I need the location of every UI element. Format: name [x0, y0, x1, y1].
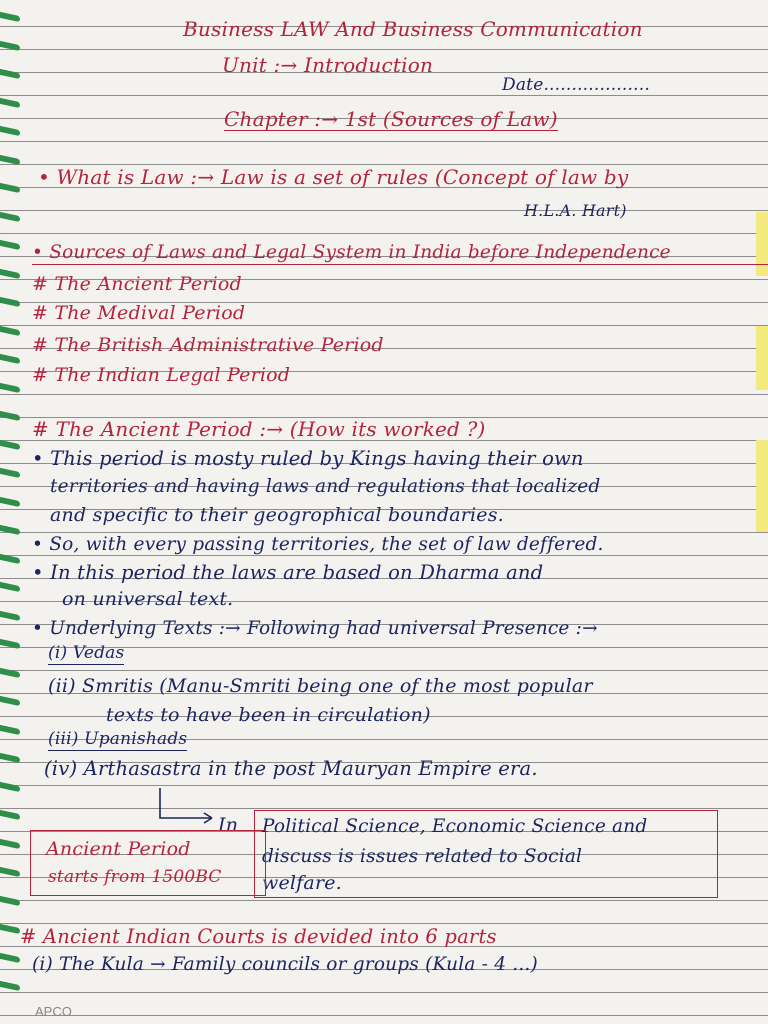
spiral-binding	[0, 0, 24, 1024]
footer-brand: APCO	[35, 1004, 72, 1019]
spiral-hook	[0, 97, 20, 107]
date-field: Date...................	[502, 75, 650, 95]
ancient-line: • In this period the laws are based on Dharma and	[32, 561, 544, 584]
spiral-hook	[0, 240, 20, 250]
box-line: Political Science, Economic Science and	[262, 816, 648, 837]
spiral-hook	[0, 12, 20, 22]
spiral-hook	[0, 582, 20, 592]
text-item: (iv) Arthasastra in the post Mauryan Empire era.	[44, 757, 538, 780]
spiral-hook	[0, 69, 20, 79]
ancient-line: • This period is mosty ruled by Kings having their own	[32, 447, 584, 470]
spiral-hook	[0, 40, 20, 50]
definition-line-1: • What is Law :→ Law is a set of rules (Concept of law by	[38, 165, 629, 189]
arrow-label: In	[218, 814, 239, 836]
text-item: (i) Vedas	[48, 643, 125, 663]
spiral-hook	[0, 867, 20, 877]
spiral-hook	[0, 183, 20, 193]
spiral-hook	[0, 411, 20, 421]
period-item: # The Ancient Period	[32, 273, 242, 295]
spiral-hook	[0, 496, 20, 506]
period-item: # The British Administrative Period	[32, 334, 384, 356]
unit-label: Unit :→ Introduction	[222, 53, 434, 77]
spiral-hook	[0, 468, 20, 478]
spiral-hook	[0, 211, 20, 221]
ancient-line: • So, with every passing territories, the set of law deffered.	[32, 534, 604, 555]
courts-item: (i) The Kula → Family councils or groups (Kula - 4 ...)	[32, 954, 538, 975]
sticky-tab-2	[756, 326, 768, 390]
spiral-hook	[0, 297, 20, 307]
sources-heading: • Sources of Laws and Legal System in India before Independence	[32, 242, 768, 265]
ancient-heading: # The Ancient Period :→ (How its worked ?)	[32, 417, 486, 441]
courts-heading: # Ancient Indian Courts is devided into 6 parts	[20, 925, 497, 948]
spiral-hook	[0, 553, 20, 563]
spiral-hook	[0, 639, 20, 649]
arrow-connector	[150, 786, 260, 826]
text-item: texts to have been in circulation)	[106, 704, 431, 726]
period-item: # The Indian Legal Period	[32, 364, 291, 386]
sticky-tab-3	[756, 440, 768, 532]
side-box-line: starts from 1500BC	[48, 867, 222, 887]
definition-line-2: H.L.A. Hart)	[524, 201, 627, 220]
ancient-line: and specific to their geogrophical boundaries.	[50, 504, 504, 526]
spiral-hook	[0, 696, 20, 706]
spiral-hook	[0, 981, 20, 991]
spiral-hook	[0, 667, 20, 677]
spiral-hook	[0, 838, 20, 848]
spiral-hook	[0, 952, 20, 962]
spiral-hook	[0, 439, 20, 449]
text-item: (iii) Upanishads	[48, 729, 188, 749]
spiral-hook	[0, 154, 20, 164]
spiral-hook	[0, 810, 20, 820]
spiral-hook	[0, 610, 20, 620]
box-line: welfare.	[262, 872, 342, 894]
spiral-hook	[0, 325, 20, 335]
spiral-hook	[0, 781, 20, 791]
ancient-line: territories and having laws and regulations that localized	[50, 476, 601, 497]
spiral-hook	[0, 382, 20, 392]
period-item: # The Medival Period	[32, 302, 246, 324]
spiral-hook	[0, 753, 20, 763]
spiral-hook	[0, 354, 20, 364]
spiral-hook	[0, 895, 20, 905]
box-line: discuss is issues related to Social	[262, 846, 583, 867]
page-title: Business LAW And Business Communication	[183, 17, 643, 41]
ancient-line: on universal text.	[62, 588, 234, 610]
spiral-hook	[0, 924, 20, 934]
spiral-hook	[0, 126, 20, 136]
ancient-line: • Underlying Texts :→ Following had universal Presence :→	[32, 618, 598, 639]
chapter-heading: Chapter :→ 1st (Sources of Law)	[224, 107, 558, 131]
text-item: (ii) Smritis (Manu-Smriti being one of the most popular	[48, 675, 593, 697]
spiral-hook	[0, 268, 20, 278]
spiral-hook	[0, 724, 20, 734]
spiral-hook	[0, 525, 20, 535]
side-box-line: Ancient Period	[46, 838, 191, 860]
